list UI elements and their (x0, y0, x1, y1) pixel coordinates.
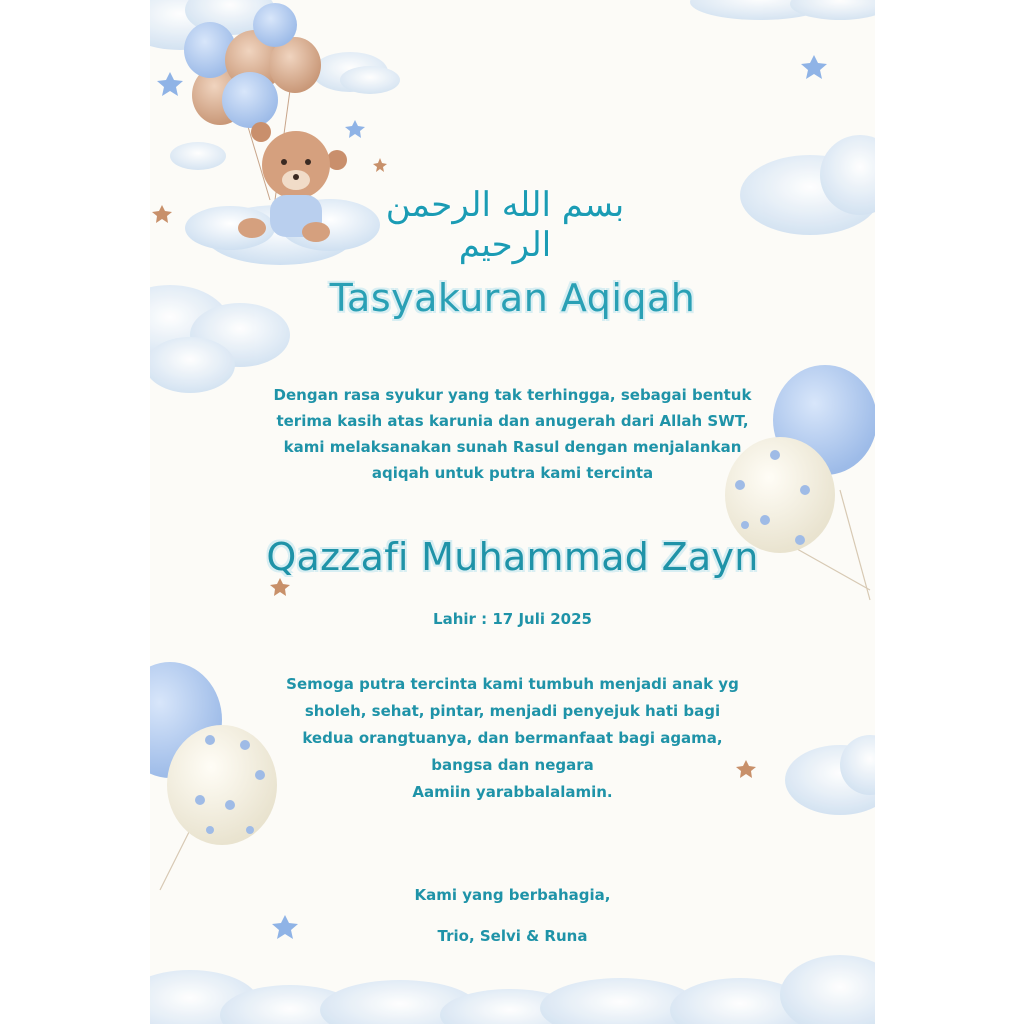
intro-line: kami melaksanakan sunah Rasul dengan menjalankan (283, 438, 742, 456)
baby-name: Qazzafi Muhammad Zayn (266, 535, 759, 579)
prayer-line: Aamiin yarabbalalamin. (412, 783, 613, 801)
cloud-bottom (150, 955, 875, 1024)
prayer-line: kedua orangtuanya, dan bermanfaat bagi agama, (302, 729, 723, 747)
page-title: Tasyakuran Aqiqah (329, 276, 696, 320)
prayer-paragraph (150, 671, 875, 806)
bismillah-calligraphy: بسم الله الرحمن الرحيم (385, 185, 625, 265)
decorative-illustrations (150, 0, 875, 1024)
intro-line: terima kasih atas karunia dan anugerah dari Allah SWT, (276, 412, 749, 430)
prayer-line: sholeh, sehat, pintar, menjadi penyejuk hati bagi (304, 702, 721, 720)
intro-paragraph (150, 382, 875, 486)
intro-line: aqiqah untuk putra kami tercinta (371, 464, 654, 482)
prayer-line: Semoga putra tercinta kami tumbuh menjadi anak yg (286, 675, 739, 693)
birth-date: Lahir : 17 Juli 2025 (433, 610, 592, 628)
parents-names: Trio, Selvi & Runa (437, 927, 588, 945)
cloud-top-right (690, 0, 875, 20)
closing-text: Kami yang berbahagia, (414, 886, 611, 904)
prayer-line: bangsa dan negara (431, 756, 594, 774)
invitation-card (150, 0, 875, 1024)
intro-line: Dengan rasa syukur yang tak terhingga, sebagai bentuk (273, 386, 752, 404)
